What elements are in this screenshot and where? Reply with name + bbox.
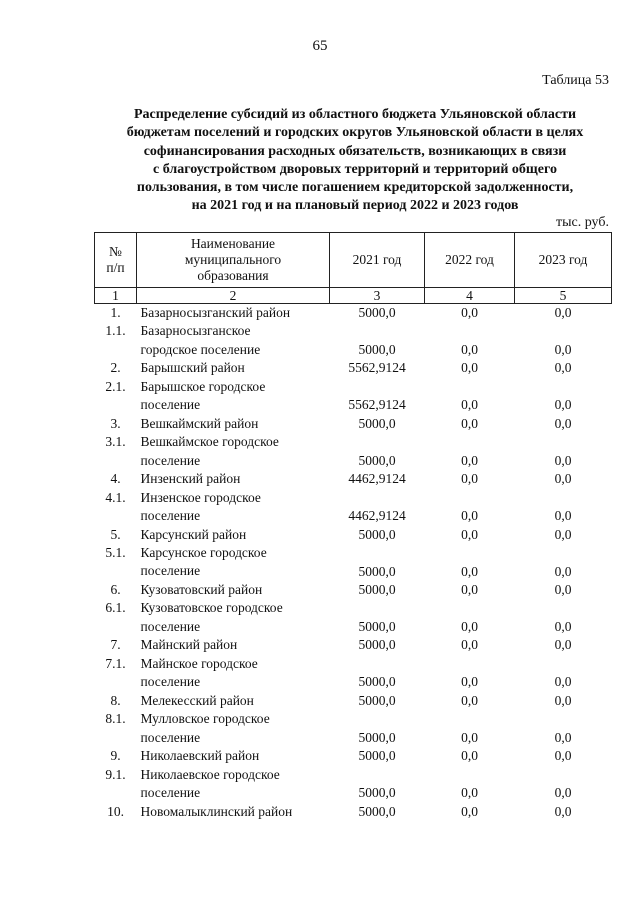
value-2023: 0,0 <box>554 729 572 745</box>
value-2022: 0,0 <box>461 415 478 431</box>
municipality-name-line: поселение <box>140 729 201 745</box>
value-2022: 0,0 <box>461 619 478 635</box>
table-row <box>95 433 612 470</box>
municipality-name <box>137 747 330 765</box>
value-2021: 5000,0 <box>358 803 396 819</box>
row-number: 10. <box>107 803 124 819</box>
value-2021: 5000,0 <box>358 674 396 690</box>
row-number: 3.1. <box>105 434 126 450</box>
title-line: Распределение субсидий из областного бюджета Ульяновской области <box>133 107 577 122</box>
column-number: 4 <box>425 288 515 304</box>
column-number: 3 <box>330 288 425 304</box>
municipality-name <box>137 581 330 599</box>
header-number-line: № <box>109 244 122 259</box>
municipality-name <box>137 378 330 415</box>
row-number: 9. <box>110 748 121 764</box>
municipality-name-line: Мулловское городское <box>140 711 270 727</box>
municipality-name-line: Базарносызганское <box>140 323 251 339</box>
row-number: 4.1. <box>105 489 126 505</box>
table-row <box>95 378 612 415</box>
table-row <box>95 636 612 654</box>
municipality-name <box>137 415 330 433</box>
municipality-name-line: Барышское городское <box>140 378 266 394</box>
value-2022: 0,0 <box>461 582 478 598</box>
table-row <box>95 470 612 488</box>
header-number-line: п/п <box>106 260 125 275</box>
municipality-name-line: Инзенский район <box>140 471 241 487</box>
municipality-name <box>137 766 330 803</box>
municipality-name-line: Инзенское городское <box>140 489 261 505</box>
value-2022: 0,0 <box>461 526 478 542</box>
value-2022: 0,0 <box>461 692 478 708</box>
municipality-name <box>137 544 330 581</box>
row-number: 6.1. <box>105 600 126 616</box>
header-name <box>137 233 330 288</box>
municipality-name <box>137 599 330 636</box>
value-2021: 5000,0 <box>358 563 396 579</box>
municipality-name <box>137 636 330 654</box>
row-number: 5. <box>110 526 121 542</box>
value-2022: 0,0 <box>461 729 478 745</box>
units-label: тыс. руб. <box>556 215 609 230</box>
header-2022: 2022 год <box>425 233 515 288</box>
value-2021: 5000,0 <box>358 415 396 431</box>
municipality-name-line: Николаевское городское <box>140 766 280 782</box>
value-2023: 0,0 <box>554 637 572 653</box>
row-number: 8.1. <box>105 711 126 727</box>
header-name-line: образования <box>197 268 269 283</box>
table-header-row <box>95 233 612 288</box>
table-row <box>95 766 612 803</box>
page-number: 65 <box>312 38 328 54</box>
header-2023: 2023 год <box>515 233 612 288</box>
table-row <box>95 747 612 765</box>
column-number-row <box>95 288 612 304</box>
table-row <box>95 526 612 544</box>
row-number: 6. <box>110 582 121 598</box>
value-2021: 5562,9124 <box>348 360 406 376</box>
municipality-name <box>137 692 330 710</box>
row-number: 1. <box>110 305 121 320</box>
row-number: 7. <box>110 637 121 653</box>
title-line: с благоустройством дворовых территорий и территорий общего <box>153 161 557 177</box>
table-row <box>95 359 612 377</box>
table-row <box>95 544 612 581</box>
row-number: 4. <box>110 471 121 487</box>
value-2021: 5000,0 <box>358 582 396 598</box>
municipality-name-line: поселение <box>140 452 201 468</box>
municipality-name-line: Барышский район <box>140 360 245 376</box>
table-row <box>95 692 612 710</box>
value-2022: 0,0 <box>461 563 478 579</box>
value-2023: 0,0 <box>554 526 572 542</box>
value-2022: 0,0 <box>461 452 478 468</box>
column-number: 1 <box>95 288 137 304</box>
value-2023: 0,0 <box>554 785 572 801</box>
column-number: 2 <box>137 288 330 304</box>
value-2022: 0,0 <box>461 785 478 801</box>
municipality-name-line: Новомалыклинский район <box>140 803 293 819</box>
municipality-name <box>137 470 330 488</box>
row-number: 9.1. <box>105 766 126 782</box>
header-name-line: муниципального <box>184 252 282 267</box>
value-2021: 5000,0 <box>358 342 396 357</box>
value-2023: 0,0 <box>554 397 572 413</box>
municipality-name <box>137 803 330 821</box>
value-2022: 0,0 <box>461 508 478 524</box>
municipality-name-line: Вешкаймское городское <box>140 434 279 450</box>
row-number: 2.1. <box>105 378 126 394</box>
header-name-line: Наименование <box>190 236 276 251</box>
value-2023: 0,0 <box>554 415 572 431</box>
value-2023: 0,0 <box>554 674 572 690</box>
value-2021: 5562,9124 <box>348 397 406 413</box>
municipality-name-line: Майнское городское <box>140 655 258 671</box>
value-2021: 5000,0 <box>358 637 396 653</box>
municipality-name <box>137 433 330 470</box>
municipality-name <box>137 359 330 377</box>
value-2021: 4462,9124 <box>348 508 406 524</box>
municipality-name-line: Кузоватовское городское <box>140 600 283 616</box>
title-line: бюджетам поселений и городских округов Ульяновской области в целях <box>126 125 584 141</box>
municipality-name-line: Вешкаймский район <box>140 415 259 431</box>
value-2021: 5000,0 <box>358 785 396 801</box>
value-2023: 0,0 <box>554 582 572 598</box>
value-2023: 0,0 <box>554 563 572 579</box>
title-line: софинансирования расходных обязательств, возникающих в связи <box>143 143 567 159</box>
municipality-name <box>137 655 330 692</box>
value-2021: 5000,0 <box>358 452 396 468</box>
value-2022: 0,0 <box>461 397 478 413</box>
municipality-name-line: Мелекесский район <box>140 692 254 708</box>
value-2022: 0,0 <box>461 748 478 764</box>
value-2021: 5000,0 <box>358 748 396 764</box>
table-row <box>95 415 612 433</box>
value-2023: 0,0 <box>554 692 572 708</box>
column-number: 5 <box>515 288 612 304</box>
table-row <box>95 655 612 692</box>
municipality-name <box>137 526 330 544</box>
value-2022: 0,0 <box>461 360 478 376</box>
value-2023: 0,0 <box>554 619 572 635</box>
value-2021: 5000,0 <box>358 619 396 635</box>
municipality-name-line: поселение <box>140 618 201 634</box>
municipality-name-line: Николаевский район <box>140 748 260 764</box>
subsidy-table <box>94 232 612 821</box>
value-2021: 4462,9124 <box>348 471 406 487</box>
municipality-name-line: поселение <box>140 785 201 801</box>
value-2022: 0,0 <box>461 305 478 320</box>
municipality-name-line: поселение <box>140 563 201 579</box>
table-row <box>95 304 612 323</box>
value-2021: 5000,0 <box>358 729 396 745</box>
value-2023: 0,0 <box>554 452 572 468</box>
table-body <box>95 304 612 822</box>
value-2023: 0,0 <box>554 508 572 524</box>
table-row <box>95 803 612 821</box>
municipality-name <box>137 489 330 526</box>
title-line: пользования, в том числе погашением кредиторской задолженности, <box>136 180 574 196</box>
municipality-name-line: Карсунский район <box>140 526 247 542</box>
value-2022: 0,0 <box>461 471 478 487</box>
title-line: на 2021 год и на плановый период 2022 и 2023 годов <box>191 198 519 214</box>
table-row <box>95 599 612 636</box>
table-row <box>95 581 612 599</box>
municipality-name-line: поселение <box>140 508 201 524</box>
row-number: 8. <box>110 692 121 708</box>
municipality-name <box>137 322 330 359</box>
row-number: 3. <box>110 415 121 431</box>
municipality-name-line: городское поселение <box>140 341 261 357</box>
row-number: 7.1. <box>105 655 126 671</box>
row-number: 2. <box>110 360 121 376</box>
document-title <box>100 106 610 216</box>
table-label: Таблица 53 <box>542 73 609 88</box>
row-number: 5.1. <box>105 545 126 561</box>
table-row <box>95 489 612 526</box>
value-2023: 0,0 <box>554 305 572 320</box>
municipality-name-line: Кузоватовский район <box>140 582 263 598</box>
value-2021: 5000,0 <box>358 305 396 320</box>
value-2023: 0,0 <box>554 360 572 376</box>
value-2021: 5000,0 <box>358 692 396 708</box>
municipality-name-line: Базарносызганский район <box>140 305 291 320</box>
municipality-name <box>137 304 330 323</box>
value-2021: 5000,0 <box>358 526 396 542</box>
value-2023: 0,0 <box>554 803 572 819</box>
municipality-name-line: поселение <box>140 674 201 690</box>
row-number: 1.1. <box>105 323 126 339</box>
table-row <box>95 710 612 747</box>
value-2022: 0,0 <box>461 674 478 690</box>
table-row <box>95 322 612 359</box>
value-2023: 0,0 <box>554 471 572 487</box>
value-2023: 0,0 <box>554 748 572 764</box>
header-number <box>95 233 137 288</box>
municipality-name-line: поселение <box>140 397 201 413</box>
header-2021: 2021 год <box>330 233 425 288</box>
municipality-name-line: Майнский район <box>140 637 238 653</box>
value-2023: 0,0 <box>554 342 572 357</box>
value-2022: 0,0 <box>461 342 478 357</box>
municipality-name-line: Карсунское городское <box>140 545 267 561</box>
value-2022: 0,0 <box>461 803 478 819</box>
value-2022: 0,0 <box>461 637 478 653</box>
municipality-name <box>137 710 330 747</box>
